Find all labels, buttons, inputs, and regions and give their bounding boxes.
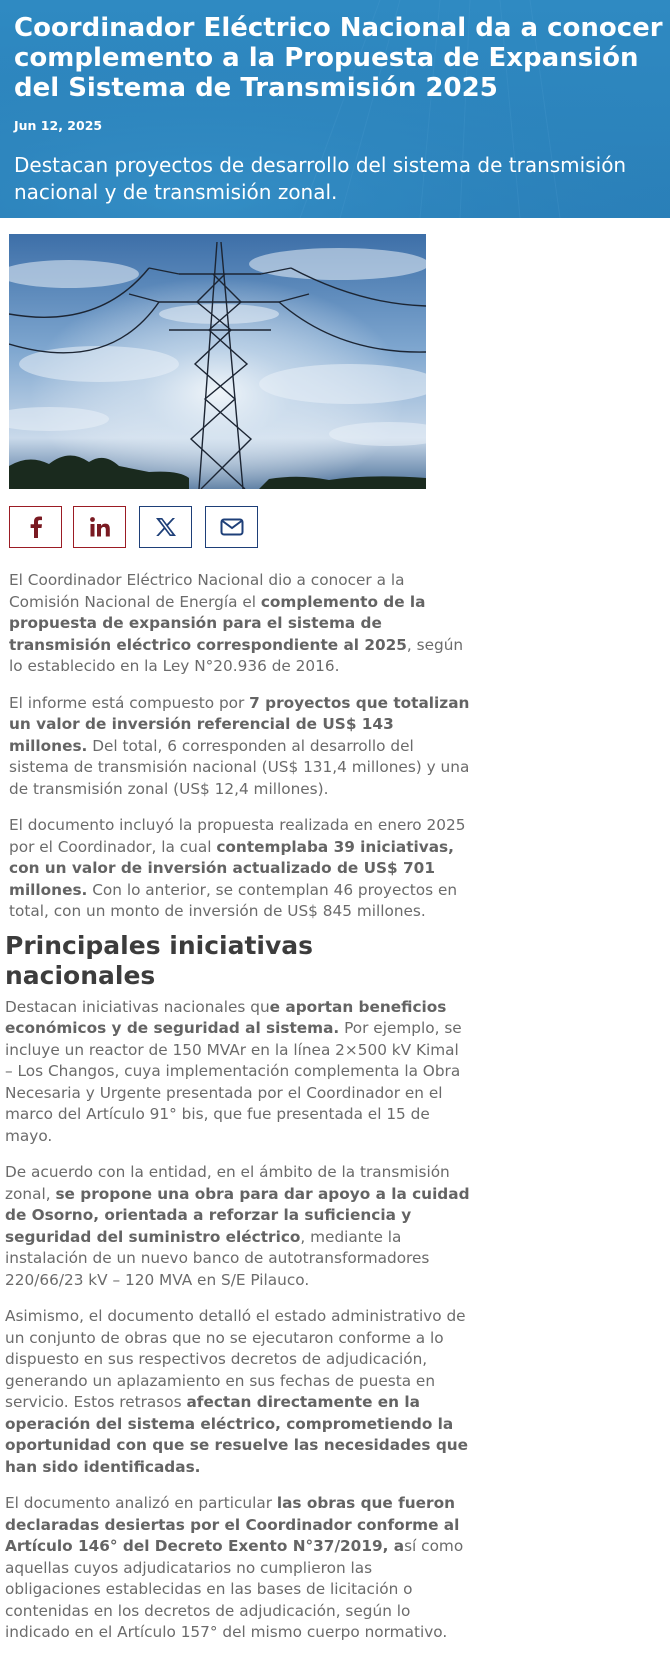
transmission-tower-image [9, 234, 426, 489]
paragraph-1: El Coordinador Eléctrico Nacional dio a conocer a la Comisión Nacional de Energía el complemento de la propuesta de expansión para el sistema de transmisión eléctrico correspondiente al 2025, según lo establecido en la Ley N°20.936 de 2016. [9, 571, 464, 675]
section-heading: Principales iniciativas nacionales [5, 930, 314, 990]
paragraph-2: El informe está compuesto por 7 proyectos que totalizan un valor de inversión referencial de US$ 143 millones. Del total, 6 corresponden al desarrollo del sistema de transmisión nacional (US$ 131,4 millones) y una de transmisión zonal (US$ 12,4 millones). [9, 693, 470, 798]
paragraph-7: El documento analizó en particular las obras que fueron declaradas desiertas por el Coordinador conforme al Artículo 146° del Decreto Exento N°37/2019, así como aquellas cuyos adjudicatarios no cumplieron las obligaciones establecidas en las bases de licitación o contenidas en los decretos de adjudicación, según lo indicado en el Artículo 157° del mismo cuerpo normativo. [5, 1494, 464, 1641]
paragraph-6: Asimismo, el documento detalló el estado administrativo de un conjunto de obras que no se ejecutaron conforme a lo dispuesto en sus respectivos decretos de adjudicación, generando un aplazamiento en sus fechas de puesta en servicio. Estos retrasos afectan directamente en la operación del sistema eléctrico, comprometiendo la oportunidad con que se resuelve las necesidades que han sido identificadas. [5, 1307, 469, 1476]
share-linkedin-button[interactable] [73, 506, 126, 548]
article-body [0, 570, 470, 1659]
article-title: Coordinador Eléctrico Nacional da a conocer complemento a la Propuesta de Expansión del Sistema de Transmisión 2025 [14, 13, 663, 103]
article-image [9, 234, 426, 489]
article-subtitle: Destacan proyectos de desarrollo del sistema de transmisión nacional y de transmisión zonal. [14, 153, 627, 204]
paragraph-5: De acuerdo con la entidad, en el ámbito de la transmisión zonal, se propone una obra para dar apoyo a la cuidad de Osorno, orientada a reforzar la suficiencia y seguridad del suministro eléctrico, mediante la instalación de un nuevo banco de autotransformadores 220/66/23 kV – 120 MVA en S/E Pilauco. [5, 1163, 470, 1289]
article-date: Jun 12, 2025 [14, 118, 103, 133]
linkedin-icon [89, 516, 111, 538]
article-header [0, 0, 670, 218]
facebook-icon [27, 516, 45, 538]
paragraph-3: El documento incluyó la propuesta realizada en enero 2025 por el Coordinador, la cual contemplaba 39 iniciativas, con un valor de inversión actualizado de US$ 701 millones. Con lo anterior, se contemplan 46 proyectos en total, con un monto de inversión de US$ 845 millones. [9, 816, 466, 920]
share-email-button[interactable] [205, 506, 258, 548]
share-facebook-button[interactable] [9, 506, 62, 548]
x-icon [155, 517, 177, 537]
mail-icon [220, 518, 244, 536]
paragraph-4: Destacan iniciativas nacionales que aportan beneficios económicos y de seguridad al sistema. Por ejemplo, se incluye un reactor de 150 MVAr en la línea 2×500 kV Kimal – Los Changos, cuya implementación complementa la Obra Necesaria y Urgente presentada por el Coordinador en el marco del Artículo 91° bis, que fue presentada el 15 de mayo. [5, 997, 462, 1145]
share-x-button[interactable] [139, 506, 192, 548]
